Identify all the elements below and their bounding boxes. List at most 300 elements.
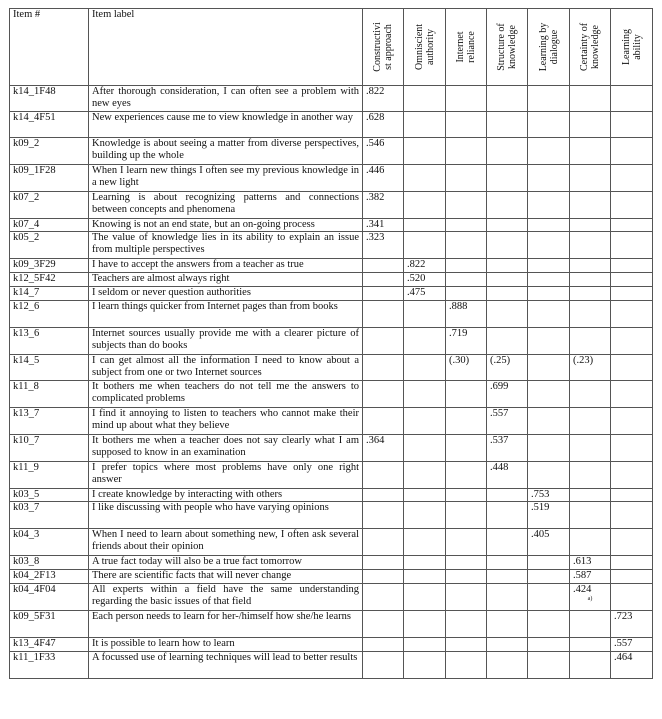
item-id: k14_5 [10,355,89,381]
loading-value: .537 [490,435,509,446]
loading-cell [528,556,570,570]
loading-cell [404,381,446,408]
loading-cell [528,287,570,301]
item-label: It bothers me when teachers do not tell me the answers to complicated problems [89,381,363,408]
item-label: I seldom or never question authorities [89,287,363,301]
loading-cell [404,165,446,192]
item-label: I create knowledge by interacting with others [89,489,363,502]
table-row [10,529,653,556]
loading-cell [487,273,528,287]
loading-cell [611,408,653,435]
loading-cell [363,529,404,556]
loading-cell [570,301,611,328]
loading-cell [611,138,653,165]
loading-cell [570,435,611,462]
loading-cell [404,529,446,556]
item-label: Knowledge is about seeing a matter from diverse perspectives, building up the whole [89,138,363,165]
loading-cell [487,435,528,462]
loading-cell [570,355,611,381]
loading-cell [404,138,446,165]
loading-cell [611,489,653,502]
loading-cell [446,259,487,273]
loading-cell [487,165,528,192]
loading-cell [404,192,446,219]
header-structure-of-knowledge: Structure of knowledge [487,9,528,86]
loading-cell [363,502,404,529]
loading-cell [363,408,404,435]
loading-cell [611,381,653,408]
loading-cell [570,611,611,638]
loading-cell [611,611,653,638]
loading-cell [446,611,487,638]
loading-cell [487,556,528,570]
loading-cell [487,584,528,611]
loading-cell [570,556,611,570]
loading-cell [570,529,611,556]
loading-cell [611,259,653,273]
loading-cell [611,301,653,328]
loading-cell [363,138,404,165]
loading-cell [363,462,404,489]
loading-value: .475 [407,287,426,298]
loading-cell [363,232,404,259]
header-label: Item label [89,9,363,86]
table-row [10,165,653,192]
loading-cell [570,381,611,408]
item-label: It is possible to learn how to learn [89,638,363,652]
loading-cell [363,355,404,381]
loading-cell [487,287,528,301]
loading-cell [570,570,611,584]
loading-cell [528,273,570,287]
loading-cell [487,652,528,679]
item-label: I like discussing with people who have varying opinions [89,502,363,529]
loading-cell [528,489,570,502]
table-row [10,273,653,287]
loading-cell [528,259,570,273]
loading-value: .520 [407,273,426,284]
loading-cell [404,259,446,273]
item-id: k07_2 [10,192,89,219]
item-label: I have to accept the answers from a teacher as true [89,259,363,273]
loading-cell [446,584,487,611]
item-id: k13_7 [10,408,89,435]
table-row [10,219,653,232]
item-id: k05_2 [10,232,89,259]
header-omniscient-authority: Omniscient authority [404,9,446,86]
loading-value: .323 [366,232,385,243]
loading-cell [528,638,570,652]
loading-cell [487,328,528,355]
item-label: A focussed use of learning techniques will lead to better results [89,652,363,679]
loading-cell [363,381,404,408]
item-label: I find it annoying to listen to teachers who cannot make their mind up about what they believe [89,408,363,435]
loading-cell [611,529,653,556]
loading-cell [404,435,446,462]
table-row [10,408,653,435]
loading-cell [611,556,653,570]
header-learning-ability: Learning ability [611,9,653,86]
item-label: There are scientific facts that will never change [89,570,363,584]
loading-cell [487,570,528,584]
item-label: Each person needs to learn for her-/himself how she/he learns [89,611,363,638]
item-label: Knowing is not an end state, but an on-going process [89,219,363,232]
loading-cell [446,381,487,408]
loading-cell [487,489,528,502]
loading-cell [404,86,446,112]
loading-cell [611,502,653,529]
item-id: k09_5F31 [10,611,89,638]
table-row [10,570,653,584]
loading-value: .613 [573,556,592,567]
loading-cell [446,638,487,652]
loading-value: .587 [573,570,592,581]
loading-cell [446,529,487,556]
loading-value: (.30) [449,355,470,366]
loading-cell [404,638,446,652]
loading-value: .448 [490,462,509,473]
loading-value: .723 [614,611,633,622]
loading-cell [404,584,446,611]
loading-cell [363,86,404,112]
loading-cell [611,287,653,301]
loading-cell [570,638,611,652]
item-id: k13_4F47 [10,638,89,652]
item-label: I can get almost all the information I need to know about a subject from one or two Internet sources [89,355,363,381]
loading-cell [446,556,487,570]
loading-cell [446,328,487,355]
header-item: Item # [10,9,89,86]
loading-value: .519 [531,502,550,513]
loading-cell [446,408,487,435]
loading-cell [570,232,611,259]
loading-cell [528,355,570,381]
table-row [10,138,653,165]
loading-cell [528,584,570,611]
item-id: k03_7 [10,502,89,529]
loading-cell [363,611,404,638]
loading-cell [611,570,653,584]
loading-cell [446,86,487,112]
loading-cell [363,112,404,138]
loading-cell [611,219,653,232]
loading-cell [570,328,611,355]
table-row [10,232,653,259]
header-row [10,9,653,86]
loading-cell [487,529,528,556]
loading-cell [528,652,570,679]
loading-cell [404,355,446,381]
loading-cell [611,86,653,112]
item-id: k07_4 [10,219,89,232]
loading-cell [528,138,570,165]
loading-cell [446,652,487,679]
header-internet-reliance: Internet reliance [446,9,487,86]
loading-cell [528,611,570,638]
loading-cell [404,556,446,570]
item-label: When I learn new things I often see my previous knowledge in a new light [89,165,363,192]
loading-value: .546 [366,138,385,149]
loading-cell [446,435,487,462]
loading-value: .382 [366,192,385,203]
item-id: k04_4F04 [10,584,89,611]
loading-cell [446,219,487,232]
loading-cell [487,408,528,435]
loading-cell [446,462,487,489]
item-id: k14_7 [10,287,89,301]
loading-cell [611,638,653,652]
loading-cell [487,259,528,273]
loading-cell [487,301,528,328]
loading-cell [363,273,404,287]
item-id: k09_2 [10,138,89,165]
loading-cell [528,408,570,435]
loading-cell [570,489,611,502]
loading-cell [611,584,653,611]
loading-cell [404,219,446,232]
item-label: I learn things quicker from Internet pages than from books [89,301,363,328]
loading-cell [487,232,528,259]
loading-value: .888 [449,301,468,312]
item-id: k11_1F33 [10,652,89,679]
loading-cell [528,381,570,408]
loading-cell [446,502,487,529]
loading-cell [404,611,446,638]
loading-cell [446,287,487,301]
table-row [10,652,653,679]
loading-cell [363,165,404,192]
loading-cell [611,652,653,679]
loading-cell [363,287,404,301]
item-label: Internet sources usually provide me with a clearer picture of subjects than do books [89,328,363,355]
loading-cell [404,462,446,489]
item-id: k03_8 [10,556,89,570]
loading-cell [404,273,446,287]
loading-cell [611,273,653,287]
loading-cell [404,570,446,584]
loading-cell [363,435,404,462]
loading-cell [446,301,487,328]
loading-cell [570,502,611,529]
item-label: All experts within a field have the same understanding regarding the basic issues of that field [89,584,363,611]
item-id: k04_3 [10,529,89,556]
loading-cell [363,638,404,652]
loading-value: .557 [614,638,633,649]
table-row [10,584,653,611]
loading-cell [446,112,487,138]
loading-cell [487,112,528,138]
loading-cell [404,287,446,301]
loading-value: .364 [366,435,385,446]
loading-value: .557 [490,408,509,419]
loading-cell [446,273,487,287]
loading-cell [404,502,446,529]
item-id: k12_5F42 [10,273,89,287]
loading-cell [487,192,528,219]
loading-cell [528,502,570,529]
loading-value: (.23) [573,355,594,366]
loading-cell [528,192,570,219]
loading-cell [487,611,528,638]
table-row [10,556,653,570]
table-row [10,489,653,502]
item-label: When I need to learn about something new, I often ask several friends about their opinion [89,529,363,556]
loading-cell [528,462,570,489]
loading-cell [611,328,653,355]
loading-cell [528,165,570,192]
table-row [10,301,653,328]
loading-cell [363,259,404,273]
loading-cell [446,489,487,502]
loading-value: .628 [366,112,385,123]
loading-cell [446,232,487,259]
loading-cell [446,165,487,192]
loading-value: .719 [449,328,468,339]
item-id: k04_2F13 [10,570,89,584]
loading-cell [528,435,570,462]
loading-value: .341 [366,219,385,230]
header-learning-by-dialogue: Learning by dialogue [528,9,570,86]
header-constructivist-approach: Constructivi st approach [363,9,404,86]
loading-cell [363,570,404,584]
loading-cell [404,328,446,355]
loading-cell [446,138,487,165]
loading-cell [611,112,653,138]
loading-cell [570,287,611,301]
item-label: I prefer topics where most problems have only one right answer [89,462,363,489]
loading-cell [570,138,611,165]
loading-cell [363,489,404,502]
loading-cell [528,219,570,232]
loading-cell [446,570,487,584]
loading-cell [404,112,446,138]
loading-cell [363,584,404,611]
loading-cell [570,273,611,287]
loading-cell [363,301,404,328]
table-row [10,328,653,355]
loading-cell [487,462,528,489]
loading-cell [363,556,404,570]
table-row [10,86,653,112]
loading-cell [446,355,487,381]
loading-cell [611,355,653,381]
loading-cell [570,219,611,232]
loading-value: .424 [573,584,592,595]
loading-cell [404,301,446,328]
item-label: Teachers are almost always right [89,273,363,287]
table-row [10,112,653,138]
loading-cell [487,381,528,408]
loading-cell [528,301,570,328]
loading-cell [570,584,611,611]
table-row [10,638,653,652]
item-id: k03_5 [10,489,89,502]
loading-value: .822 [407,259,426,270]
loading-cell [611,462,653,489]
loading-cell [487,138,528,165]
table-row [10,502,653,529]
loading-cell [404,652,446,679]
item-id: k09_1F28 [10,165,89,192]
footnote-marker: a) [587,596,593,602]
loading-cell [363,219,404,232]
factor-loadings-table [9,8,653,679]
table-row [10,259,653,273]
table-row [10,462,653,489]
loading-cell [487,502,528,529]
item-label: The value of knowledge lies in its ability to explain an issue from multiple perspectives [89,232,363,259]
loading-value: .446 [366,165,385,176]
loading-value: .405 [531,529,550,540]
loading-cell [570,652,611,679]
loading-cell [528,86,570,112]
loading-cell [404,489,446,502]
loading-cell [570,408,611,435]
loading-value: .699 [490,381,509,392]
item-id: k14_1F48 [10,86,89,112]
item-label: It bothers me when a teacher does not say clearly what I am supposed to know in an examination [89,435,363,462]
loading-cell [570,112,611,138]
loading-cell [611,165,653,192]
table-row [10,435,653,462]
loading-cell [487,219,528,232]
table-row [10,611,653,638]
loading-value: .753 [531,489,550,500]
item-id: k10_7 [10,435,89,462]
loading-cell [528,328,570,355]
loading-cell [611,232,653,259]
table-row [10,381,653,408]
loading-cell [404,232,446,259]
loading-cell [404,408,446,435]
loading-value: .822 [366,86,385,97]
loading-cell [528,112,570,138]
item-label: A true fact today will also be a true fact tomorrow [89,556,363,570]
item-id: k14_4F51 [10,112,89,138]
loading-cell [570,86,611,112]
item-label: Learning is about recognizing patterns and connections between concepts and phenomena [89,192,363,219]
loading-cell [570,259,611,273]
loading-cell [487,638,528,652]
loading-cell [528,570,570,584]
loading-cell [528,232,570,259]
item-id: k13_6 [10,328,89,355]
loading-cell [570,165,611,192]
header-certainty-of-knowledge: Certainty of knowledge [570,9,611,86]
loading-cell [446,192,487,219]
item-id: k11_8 [10,381,89,408]
loading-cell [363,192,404,219]
item-id: k09_3F29 [10,259,89,273]
item-id: k12_6 [10,301,89,328]
loading-cell [528,529,570,556]
loading-value: (.25) [490,355,511,366]
loading-cell [363,328,404,355]
item-label: New experiences cause me to view knowledge in another way [89,112,363,138]
loading-cell [363,652,404,679]
loading-cell [570,462,611,489]
loading-cell [487,86,528,112]
loading-value: .464 [614,652,633,663]
loading-cell [611,435,653,462]
table-row [10,355,653,381]
loading-cell [487,355,528,381]
item-id: k11_9 [10,462,89,489]
table-row [10,192,653,219]
item-label: After thorough consideration, I can often see a problem with new eyes [89,86,363,112]
table-row [10,287,653,301]
loading-cell [570,192,611,219]
